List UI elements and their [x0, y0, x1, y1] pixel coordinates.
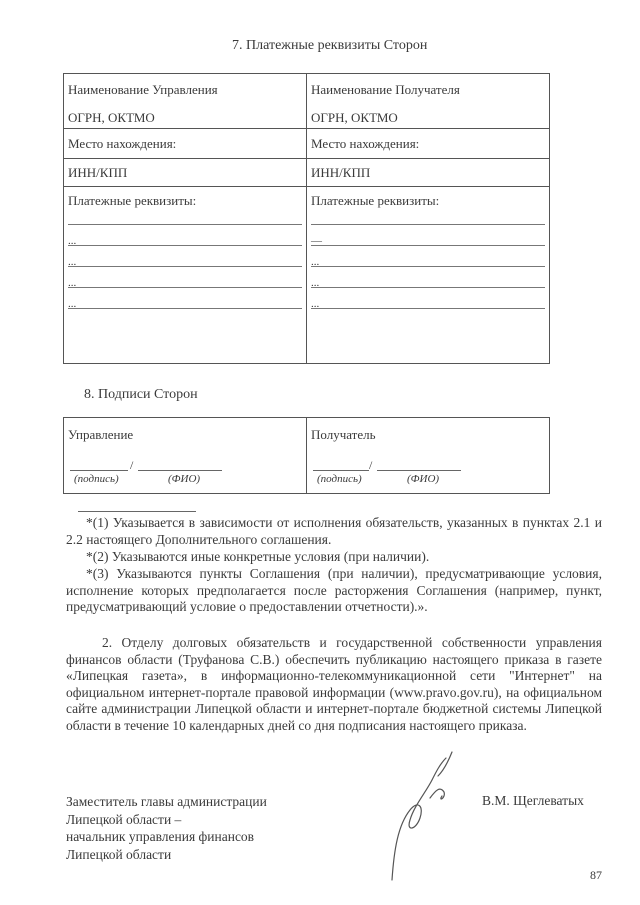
right-fill-line [311, 277, 545, 289]
right-payment-cell [307, 187, 550, 364]
left-fill-line [68, 256, 302, 268]
right-location-cell [307, 129, 550, 159]
right-name-caption: (ФИО) [407, 473, 440, 485]
left-fill-line [68, 298, 302, 310]
left-name-line [138, 470, 222, 471]
footnote-2: *(2) Указываются иные конкретные условия (при наличии). [86, 549, 430, 564]
left-sign-separator: / [130, 458, 134, 472]
right-location-label: Место нахождения: [311, 136, 420, 151]
signatures-table [63, 417, 550, 494]
right-ogrn-label: ОГРН, ОКТМО [311, 110, 398, 125]
right-fill-line [311, 224, 545, 225]
left-sign-line [70, 470, 128, 471]
left-line-mark: ... [68, 298, 77, 310]
position-line: начальник управления финансов [66, 829, 255, 844]
section-8-title: 8. Подписи Сторон [84, 387, 198, 402]
left-fill-line [68, 224, 302, 225]
left-line-mark: ... [68, 256, 77, 268]
footnote-separator [78, 511, 196, 512]
left-name-label: Наименование Управления [68, 82, 218, 97]
left-sign-caption: (подпись) [74, 473, 119, 485]
footnote-3: *(3) Указываются пункты Соглашения (при наличии), предусматривающие условия, исполнение которых предполагается после расторжения Соглашения (например, пункт, предусматривающий условие о предоставлении отчетности).». [66, 566, 602, 614]
right-line-mark: ... [311, 298, 320, 310]
left-fill-line [68, 235, 302, 247]
signatory-name: В.М. Щеглеватых [482, 793, 584, 808]
right-name-cell [307, 74, 550, 129]
right-sign-caption: (подпись) [317, 473, 362, 485]
right-line-mark: ... [311, 277, 320, 289]
left-signature-cell [64, 418, 307, 494]
right-inn-cell [307, 159, 550, 187]
position-line: Заместитель главы администрации [66, 794, 267, 809]
left-fill-line [68, 277, 302, 289]
right-line-mark: ... [311, 256, 320, 268]
left-inn-label: ИНН/КПП [68, 165, 128, 180]
right-payment-label: Платежные реквизиты: [311, 193, 440, 208]
payment-details-table [63, 73, 550, 364]
left-location-cell [64, 129, 307, 159]
right-fill-line [311, 235, 545, 247]
left-line-mark: ... [68, 235, 77, 247]
right-sign-separator: / [369, 458, 373, 472]
left-name-cell [64, 74, 307, 129]
footnote-1: *(1) Указывается в зависимости от исполнения обязательств, указанных в пунктах 2.1 и 2.2 настоящего Дополнительного соглашения. [66, 515, 602, 547]
section-7-title: 7. Платежные реквизиты Сторон [232, 38, 428, 53]
left-location-label: Место нахождения: [68, 136, 177, 151]
left-inn-cell [64, 159, 307, 187]
left-line-mark: ... [68, 277, 77, 289]
handwritten-signature [380, 740, 460, 890]
position-line: Липецкой области [66, 846, 172, 862]
paragraph-2: 2. Отделу долговых обязательств и государственной собственности управления финансов области (Труфанова С.В.) обеспечить публикацию настоящего приказа в газете «Липецкая газета», в информационно-телекоммуникационной сети "Интернет" на официальном интернет-портале правовой информации (www.pravo.gov.ru), на официальном сайте администрации Липецкой области и интернет-портале бюджетной системы Липецкой области в течение 10 календарных дней со дня подписания настоящего приказа. [66, 635, 602, 733]
left-ogrn-label: ОГРН, ОКТМО [68, 110, 155, 125]
page-number: 87 [590, 868, 602, 882]
right-inn-label: ИНН/КПП [311, 165, 371, 180]
right-signature-cell [307, 418, 550, 494]
signatory-position [66, 793, 267, 863]
right-sign-line [313, 470, 369, 471]
left-party-label: Управление [68, 427, 134, 442]
right-line-mark: — [311, 235, 322, 247]
right-name-line [377, 470, 461, 471]
right-party-label: Получатель [311, 427, 376, 442]
left-payment-label: Платежные реквизиты: [68, 193, 197, 208]
left-name-caption: (ФИО) [168, 473, 201, 485]
left-payment-cell [64, 187, 307, 364]
position-line: Липецкой области – [66, 811, 182, 827]
right-fill-line [311, 256, 545, 268]
right-name-label: Наименование Получателя [311, 82, 460, 97]
right-fill-line [311, 298, 545, 310]
